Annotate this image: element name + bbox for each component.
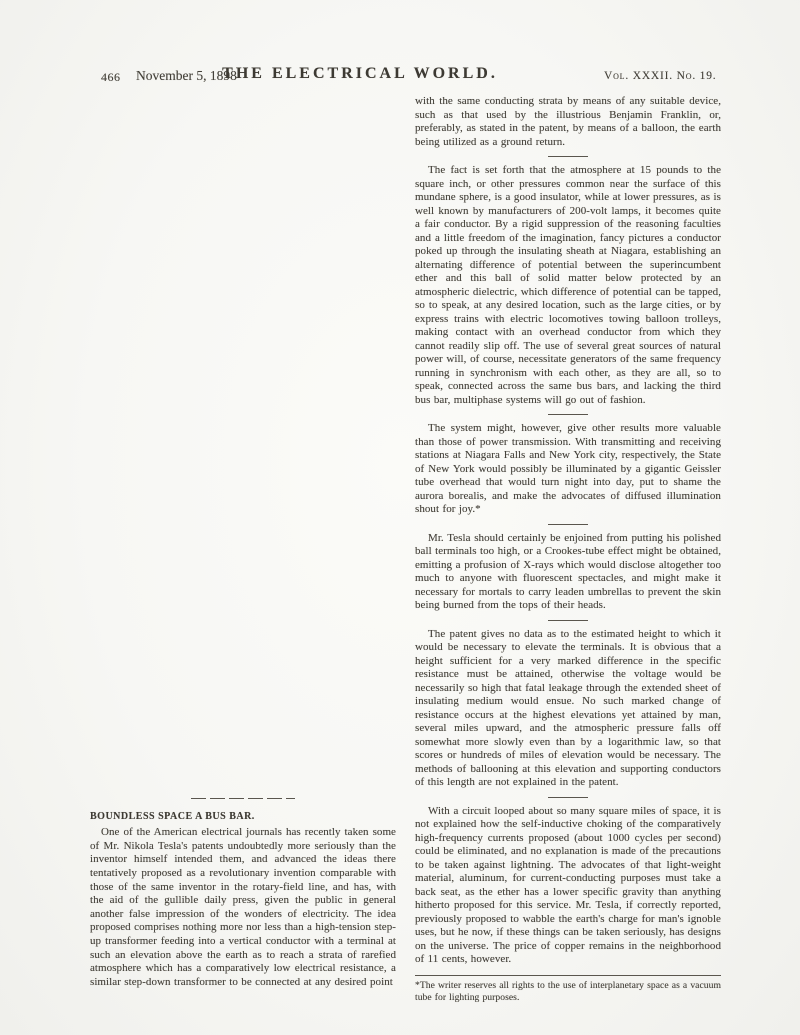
article-paragraph: One of the American electrical journals has recently taken some of Mr. Nikola Tesla's patents undoubtedly more seriously than the inventor himself intended them, and advanced the ideas there tentatively proposed as a revolutionary invention comparable with those of the same inventor in the rotary-field line, and has, with the aid of the gullible daily press, given the public in general another false impression of the wonders of electricity. The idea proposed comprises nothing more nor less than a high-tension step-up transformer feeding into a vertical conductor with a terminal at such an elevation above the earth as to reach a strata of rarefied atmosphere which has a comparatively low electrical resistance, a similar step-down transformer to be connected at any desired point (90, 826, 396, 988)
article-start-block (90, 798, 396, 989)
paragraph-divider-rule (548, 524, 588, 525)
text-columns (90, 95, 722, 1005)
paragraph-divider-rule (548, 414, 588, 415)
paragraph-divider-rule (548, 156, 588, 157)
right-column (415, 95, 721, 1004)
body-paragraph: The fact is set forth that the atmosphere at 15 pounds to the square inch, or other pressures common near the surface of this mundane sphere, is a good insulator, while at lower pressures, as is well known by manufacturers of 200-volt lamps, it becomes quite a fair conductor. By a rigid suppression of the reasoning faculties and a little freedom of the imagination, fancy pictures a conductor poked up through the insulating sheath at Niagara, establishing an alternating difference of potential between the superincumbent ether and this ball of solid matter below protected by an atmospheric dielectric, which difference of potential can be tapped, so to speak, at any desired location, such as the large cities, or by express trains with electric locomotives towing balloon trolleys, making contact with an overhead conductor from which they cannot readily slip off. The use of several great sources of natural power will, of course, necessitate generators of the same frequency running in synchronism with each other, as they are all, so to speak, connected across the same bus bars, and lacking the third bus bar, multiphase systems will go out of fashion. (415, 164, 721, 406)
body-paragraph: Mr. Tesla should certainly be enjoined from putting his polished ball terminals too high, or a Crookes-tube effect might be obtained, emitting a profusion of X-rays which would disclose altogether too much to anyone with fluorescent spectacles, and might make it necessary for mortals to carry leaden umbrellas to prevent the skin being burned from the tops of their heads. (415, 531, 721, 611)
body-paragraph: With a circuit looped about so many square miles of space, it is not explained how the self-inductive choking of the comparatively high-frequency currents proposed (about 1000 cycles per second) could be eliminated, and no explanation is made of the precautions to be taken against lightning. The advocates of that light-weight material, aluminum, for current-conducting purposes must take a back seat, as the ether has a lower specific gravity than anything hitherto proposed for this service. Mr. Tesla, if correctly reported, previously proposed to wabble the earth's charge for man's ignoble uses, but he now, if these things can be taken seriously, has designs on the universe. The price of copper remains in the neighborhood of 11 cents, however. (415, 804, 721, 965)
footnote-rule (415, 975, 721, 976)
body-paragraph: The patent gives no data as to the estimated height to which it would be necessary to elevate the terminals. It is obvious that a height sufficient for a very marked difference in the specific resistance must be attained, otherwise the voltage would be necessarily so high that fatal leakage through the extended sheet of insulating medium would ensue. No such marked change of resistance occurs at the highest elevations yet attained by man, several miles upward, and the atmospheric pressure falls off somewhat more slowly even than by a logarithmic law, so that scores or hundreds of miles of elevation would be necessary. The methods of ballooning at this elevation and supporting conductors of this length are not explained in the patent. (415, 627, 721, 788)
issue-date: November 5, 1898 (136, 68, 237, 83)
footnote-text: *The writer reserves all rights to the use of interplanetary space as a vacuum tube for lighting purposes. (415, 979, 721, 1003)
paragraph-divider-rule (548, 620, 588, 621)
masthead-title: THE ELECTRICAL WORLD. (222, 65, 498, 82)
body-paragraph: The system might, however, give other results more valuable than those of power transmission. With transmitting and receiving stations at Niagara Falls and New York city, respectively, the State of New York would possibly be illuminated by a gigantic Geissler tube overhead that would turn night into day, put to shame the aurora borealis, and make the advocates of diffused illumination shout for joy.* (415, 422, 721, 515)
paragraph-divider-rule (548, 797, 588, 798)
footnote-block (415, 975, 721, 1005)
page-number: 466 (101, 70, 121, 84)
body-paragraph: with the same conducting strata by means of any suitable device, such as that used by the illustrious Benjamin Franklin, or, preferably, as stated in the patent, by means of a balloon, the earth being utilized as a ground return. (415, 95, 721, 148)
section-divider-rule (191, 798, 295, 799)
volume-issue: Vol. XXXII. No. 19. (604, 70, 717, 82)
article-heading: BOUNDLESS SPACE A BUS BAR. (90, 811, 255, 823)
left-column (90, 95, 396, 1000)
